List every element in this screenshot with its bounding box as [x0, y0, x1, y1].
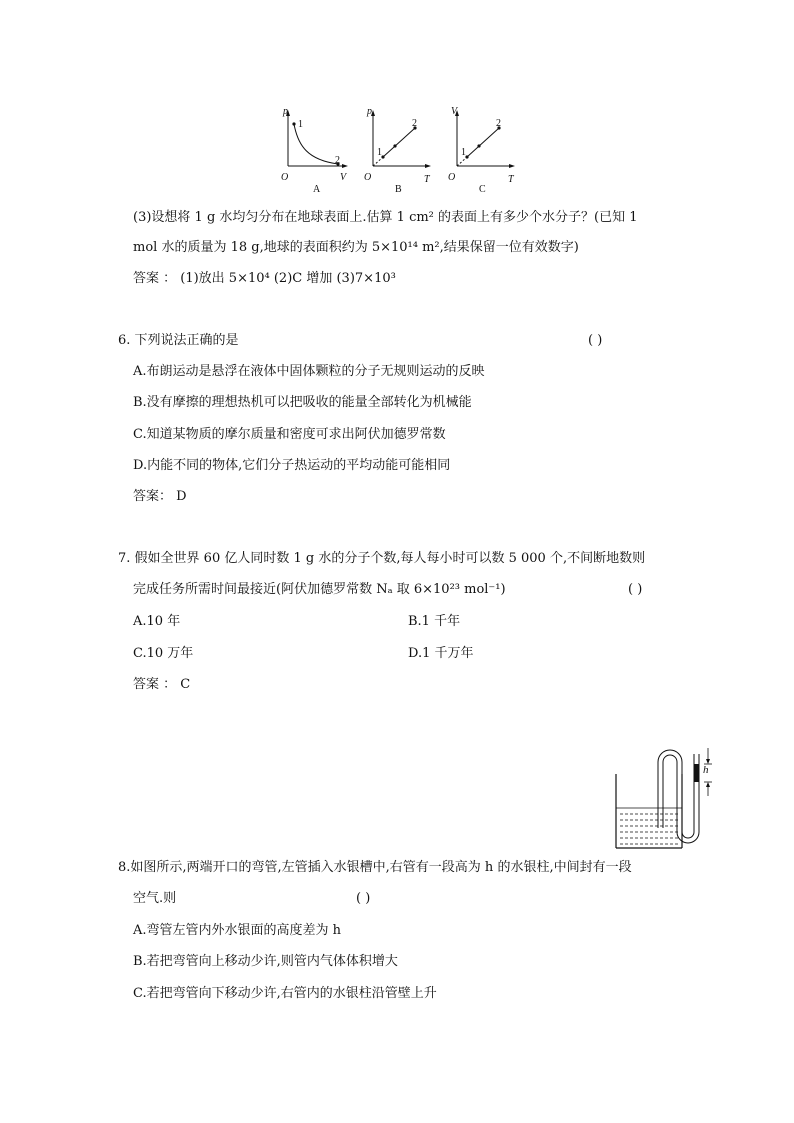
q8-option-a: A.弯管左管内外水银面的高度差为 h — [133, 923, 342, 938]
graph-a-point1: 1 — [298, 119, 303, 130]
q7-option-a: A.10 年 — [133, 614, 181, 629]
q8-option-c: C.若把弯管向下移动少许,右管内的水银柱沿管壁上升 — [133, 986, 437, 1001]
graph-c-yaxis-label: V — [451, 106, 458, 117]
graph-b-point1: 1 — [377, 147, 382, 158]
graph-c-point1: 1 — [461, 147, 466, 158]
graph-a-point2: 2 — [335, 155, 340, 166]
q6-option-c: C.知道某物质的摩尔质量和密度可求出阿伏加德罗常数 — [133, 427, 446, 442]
q8-stem-line1: 8.如图所示,两端开口的弯管,左管插入水银槽中,右管有一段高为 h 的水银柱,中间封有一段 — [118, 860, 632, 875]
q7-stem-line2: 完成任务所需时间最接近(阿伏加德罗常数 Nₐ 取 6×10²³ mol⁻¹) — [133, 582, 506, 597]
graph-a-caption: A — [313, 184, 321, 195]
q5-part3-line1: (3)设想将 1 g 水均匀分布在地球表面上.估算 1 cm² 的表面上有多少个水分子？(已知 1 — [133, 210, 638, 225]
q8-option-b: B.若把弯管向上移动少许,则管内气体体积增大 — [133, 954, 398, 969]
q6-stem: 6. 下列说法正确的是 — [118, 333, 239, 348]
q7-option-d: D.1 千万年 — [408, 646, 474, 661]
graph-c-xaxis-label: T — [508, 174, 514, 185]
graph-c-caption: C — [479, 184, 486, 195]
q5-answer: 答案 ： (1)放出 5×10⁴ (2)C 增加 (3)7×10³ — [133, 271, 396, 286]
q5-part3-line2: mol 水的质量为 18 g,地球的表面积约为 5×10¹⁴ m²,结果保留一位有效数字) — [133, 240, 579, 255]
q8-stem-line2: 空气.则 — [133, 891, 177, 906]
figure-h-label: h — [703, 764, 709, 776]
graph-a-xaxis-label: V — [340, 172, 347, 183]
q6-answer-bracket: ( ) — [588, 333, 603, 348]
graph-b-xaxis-label: T — [424, 174, 430, 185]
q7-option-b: B.1 千年 — [408, 614, 461, 629]
graph-b-origin: O — [364, 172, 372, 183]
graph-a-yaxis-label: p — [283, 106, 288, 117]
graph-b-yaxis-label: p — [367, 106, 372, 117]
q6-option-d: D.内能不同的物体,它们分子热运动的平均动能可能相同 — [133, 458, 451, 473]
graph-b-point2: 2 — [412, 118, 417, 129]
graph-b-caption: B — [395, 184, 402, 195]
q7-stem-line1: 7. 假如全世界 60 亿人同时数 1 g 水的分子个数,每人每小时可以数 5 000 个,不间断地数则 — [118, 551, 646, 566]
q6-option-a: A.布朗运动是悬浮在液体中固体颗粒的分子无规则运动的反映 — [133, 364, 485, 379]
graph-c-point2: 2 — [496, 118, 501, 129]
q7-answer-bracket: ( ) — [628, 582, 643, 597]
q7-option-c: C.10 万年 — [133, 646, 194, 661]
q8-answer-bracket: ( ) — [356, 891, 371, 906]
graph-a-origin: O — [281, 172, 289, 183]
q7-answer: 答案 ： C — [133, 677, 191, 692]
graph-c-origin: O — [448, 172, 456, 183]
q6-answer: 答案： D — [133, 489, 187, 504]
bent-tube-figure — [612, 744, 724, 852]
q6-option-b: B.没有摩擦的理想热机可以把吸收的能量全部转化为机械能 — [133, 395, 472, 410]
